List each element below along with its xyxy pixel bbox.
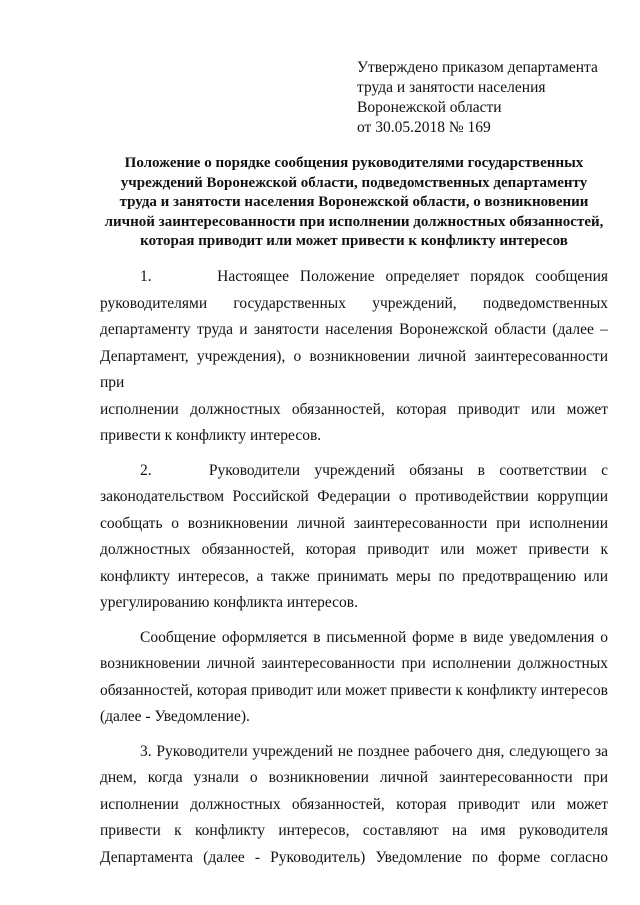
text-line: должностных обязанностей, которая приводит или может привести к: [100, 541, 608, 558]
text-line: законодательством Российской Федерации о противодействии коррупции: [100, 488, 608, 505]
text-line: Сообщение оформляется в письменной форме в виде уведомления о: [140, 628, 608, 646]
approval-line: труда и занятости населения: [357, 79, 546, 96]
document-title: [100, 154, 608, 252]
text-line: сообщать о возникновении личной заинтересованности при исполнении: [100, 514, 608, 532]
text-line: привести к конфликту интересов, составляют на имя руководителя: [100, 822, 608, 839]
title-line: личной заинтересованности при исполнении должностных обязанностей,: [104, 213, 604, 230]
text-line: конфликту интересов, а также принимать меры по предотвращению или: [100, 567, 608, 585]
title-line: учреждений Воронежской области, подведомственных департаменту: [120, 174, 588, 191]
title-line: которая приводит или может привести к конфликту интересов: [140, 233, 568, 249]
approval-line: Утверждено приказом департамента: [357, 59, 598, 76]
document-body: [100, 264, 608, 871]
text-line: Департамента (далее - Руководитель) Уведомление по форме согласно: [100, 848, 608, 866]
approval-line: Воронежской области: [357, 99, 502, 116]
paragraph-3-1: [100, 739, 608, 872]
text-line: руководителями государственных учреждений, подведомственных: [100, 294, 608, 312]
text-line: департаменту труда и занятости населения Воронежской области (далее –: [100, 321, 608, 338]
text-line: возникновении личной заинтересованности при исполнении должностных: [100, 655, 608, 672]
text-line: Департамент, учреждения), о возникновении личной заинтересованности при: [100, 347, 608, 391]
approval-line: от 30.05.2018 № 169: [357, 119, 491, 136]
text-line: урегулированию конфликта интересов.: [100, 594, 358, 611]
paragraph-2: [100, 458, 608, 617]
text-line: 1. Настоящее Положение определяет порядок сообщения: [140, 268, 608, 285]
text-line: днем, когда узнали о возникновении личной заинтересованности при: [100, 769, 608, 786]
text-line: 3. Руководители учреждений не позднее рабочего дня, следующего за: [140, 742, 608, 760]
text-line: 2. Руководители учреждений обязаны в соответствии с: [140, 461, 608, 479]
text-line: привести к конфликту интересов.: [100, 427, 322, 444]
text-line: исполнении должностных обязанностей, которая приводит или может: [100, 400, 608, 418]
text-line: обязанностей, которая приводит или может привести к конфликту интересов: [100, 681, 608, 699]
text-line: исполнении должностных обязанностей, которая приводит или может: [100, 795, 608, 813]
approval-stamp: [357, 58, 617, 138]
paragraph-1: [100, 264, 608, 450]
paragraph-3: [100, 625, 608, 731]
title-line: труда и занятости населения Воронежской области, о возникновении: [119, 194, 589, 210]
title-line: Положение о порядке сообщения руководителями государственных: [124, 155, 584, 171]
text-line: (далее - Уведомление).: [100, 708, 250, 725]
